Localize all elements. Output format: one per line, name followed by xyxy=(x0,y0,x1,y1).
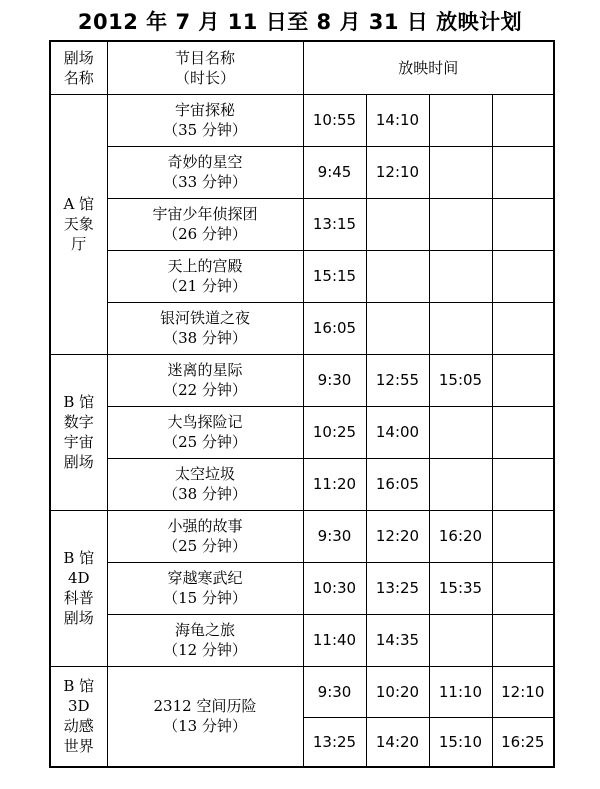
showtime-cell xyxy=(492,354,554,406)
hall-name-line: A 馆 xyxy=(63,195,95,213)
showtime-cell xyxy=(429,614,492,666)
showtime-cell: 14:35 xyxy=(366,614,429,666)
table-row xyxy=(50,562,554,614)
table-row xyxy=(50,406,554,458)
table-row xyxy=(50,302,554,354)
program-header-line2: （时长） xyxy=(174,68,235,87)
program-name: 穿越寒武纪 xyxy=(167,569,243,587)
program-header-line1: 节目名称 xyxy=(174,48,235,67)
showtime-cell: 9:45 xyxy=(303,146,366,198)
program-cell xyxy=(107,198,303,250)
hall-name-line: 宇宙 xyxy=(63,433,94,451)
header-row xyxy=(50,41,554,94)
program-duration: （33 分钟） xyxy=(163,173,247,191)
table-row xyxy=(50,94,554,146)
hall-name-line: 4D xyxy=(67,569,90,587)
showtime-cell xyxy=(429,250,492,302)
showtime-cell: 13:15 xyxy=(303,198,366,250)
program-name: 迷离的星际 xyxy=(167,361,243,379)
program-duration: （21 分钟） xyxy=(163,277,247,295)
program-cell xyxy=(107,302,303,354)
hall-name xyxy=(50,354,107,510)
showtime-cell xyxy=(492,458,554,510)
program-duration: （13 分钟） xyxy=(163,717,247,736)
hall-name xyxy=(50,666,107,767)
showtime-cell: 9:30 xyxy=(303,510,366,562)
table-row xyxy=(50,458,554,510)
program-duration: （35 分钟） xyxy=(163,121,247,139)
showtime-cell: 10:55 xyxy=(303,94,366,146)
showtime-cell: 12:10 xyxy=(492,666,554,717)
showtime-cell xyxy=(429,406,492,458)
showtime-cell: 12:20 xyxy=(366,510,429,562)
program-duration: （38 分钟） xyxy=(163,485,247,503)
showtime-cell: 9:30 xyxy=(303,354,366,406)
showtime-cell xyxy=(366,302,429,354)
program-duration: （15 分钟） xyxy=(163,589,247,607)
showtime-cell xyxy=(492,302,554,354)
showtime-cell xyxy=(492,94,554,146)
showtime-cell xyxy=(429,94,492,146)
program-duration: （22 分钟） xyxy=(163,381,247,399)
showtime-cell xyxy=(429,146,492,198)
hall-name xyxy=(50,94,107,354)
table-row xyxy=(50,510,554,562)
hall-name xyxy=(50,510,107,666)
showtime-cell xyxy=(492,250,554,302)
table-row xyxy=(50,146,554,198)
showtime-cell xyxy=(429,302,492,354)
showtime-cell: 15:35 xyxy=(429,562,492,614)
showtime-cell: 10:25 xyxy=(303,406,366,458)
program-name: 天上的宫殿 xyxy=(167,257,243,275)
showtime-cell: 15:10 xyxy=(429,717,492,767)
program-duration: （38 分钟） xyxy=(163,329,247,347)
schedule-table xyxy=(49,40,555,768)
showtime-cell xyxy=(366,198,429,250)
showtime-cell: 10:20 xyxy=(366,666,429,717)
hall-name-line: 剧场 xyxy=(63,609,94,627)
showtime-cell xyxy=(492,614,554,666)
program-cell xyxy=(107,146,303,198)
showtime-cell xyxy=(492,146,554,198)
page-title: 2012 年 7 月 11 日至 8 月 31 日 放映计划 xyxy=(77,10,523,34)
program-duration: （12 分钟） xyxy=(163,641,247,659)
program-header xyxy=(107,41,303,94)
hall-name-line: 世界 xyxy=(63,737,94,756)
showtime-cell: 14:20 xyxy=(366,717,429,767)
showtime-cell: 16:05 xyxy=(303,302,366,354)
program-cell xyxy=(107,354,303,406)
showtime-cell xyxy=(492,198,554,250)
showtime-cell: 13:25 xyxy=(303,717,366,767)
hall-name-line: 数字 xyxy=(63,413,94,431)
showtime-cell: 16:20 xyxy=(429,510,492,562)
showtime-cell xyxy=(492,510,554,562)
program-cell xyxy=(107,94,303,146)
showtime-cell: 11:20 xyxy=(303,458,366,510)
showtime-cell: 15:15 xyxy=(303,250,366,302)
showtime-cell: 14:10 xyxy=(366,94,429,146)
venue-header-line1: 剧场 xyxy=(63,48,94,67)
program-duration: （26 分钟） xyxy=(163,225,247,243)
program-name: 宇宙少年侦探团 xyxy=(152,205,258,223)
hall-name-line: 3D xyxy=(67,697,90,716)
venue-header xyxy=(50,41,107,94)
time-header: 放映时间 xyxy=(303,41,554,94)
hall-name-line: 剧场 xyxy=(63,453,94,471)
hall-name-line: B 馆 xyxy=(63,393,95,411)
hall-name-line: 厅 xyxy=(71,235,87,253)
hall-name-line: 天象 xyxy=(63,215,94,233)
showtime-cell: 16:25 xyxy=(492,717,554,767)
program-name: 宇宙探秘 xyxy=(174,101,235,119)
showtime-cell xyxy=(492,406,554,458)
program-name: 奇妙的星空 xyxy=(167,153,243,171)
hall-name-line: 科普 xyxy=(63,589,94,607)
program-cell xyxy=(107,458,303,510)
program-name: 海龟之旅 xyxy=(174,621,235,639)
showtime-cell: 11:40 xyxy=(303,614,366,666)
program-name: 银河铁道之夜 xyxy=(159,309,250,327)
showtime-cell xyxy=(492,562,554,614)
program-cell xyxy=(107,666,303,767)
showtime-cell: 14:00 xyxy=(366,406,429,458)
showtime-cell: 12:10 xyxy=(366,146,429,198)
table-row xyxy=(50,666,554,717)
program-name: 大鸟探险记 xyxy=(167,413,243,431)
showtime-cell: 16:05 xyxy=(366,458,429,510)
program-name: 太空垃圾 xyxy=(174,465,235,483)
showtime-cell xyxy=(429,198,492,250)
program-cell xyxy=(107,510,303,562)
program-duration: （25 分钟） xyxy=(163,537,247,555)
table-row xyxy=(50,250,554,302)
table-row xyxy=(50,198,554,250)
showtime-cell: 12:55 xyxy=(366,354,429,406)
hall-name-line: B 馆 xyxy=(63,549,95,567)
hall-name-line: B 馆 xyxy=(63,677,95,696)
program-name: 小强的故事 xyxy=(167,517,243,535)
showtime-cell: 15:05 xyxy=(429,354,492,406)
showtime-cell xyxy=(429,458,492,510)
showtime-cell: 9:30 xyxy=(303,666,366,717)
venue-header-line2: 名称 xyxy=(63,68,94,87)
program-cell xyxy=(107,562,303,614)
showtime-cell: 10:30 xyxy=(303,562,366,614)
hall-name-line: 动感 xyxy=(63,717,94,736)
program-cell xyxy=(107,250,303,302)
program-cell xyxy=(107,614,303,666)
table-row xyxy=(50,354,554,406)
program-duration: （25 分钟） xyxy=(163,433,247,451)
showtime-cell: 11:10 xyxy=(429,666,492,717)
showtime-cell xyxy=(366,250,429,302)
showtime-cell: 13:25 xyxy=(366,562,429,614)
program-cell xyxy=(107,406,303,458)
table-row xyxy=(50,614,554,666)
program-name: 2312 空间历险 xyxy=(153,697,257,716)
